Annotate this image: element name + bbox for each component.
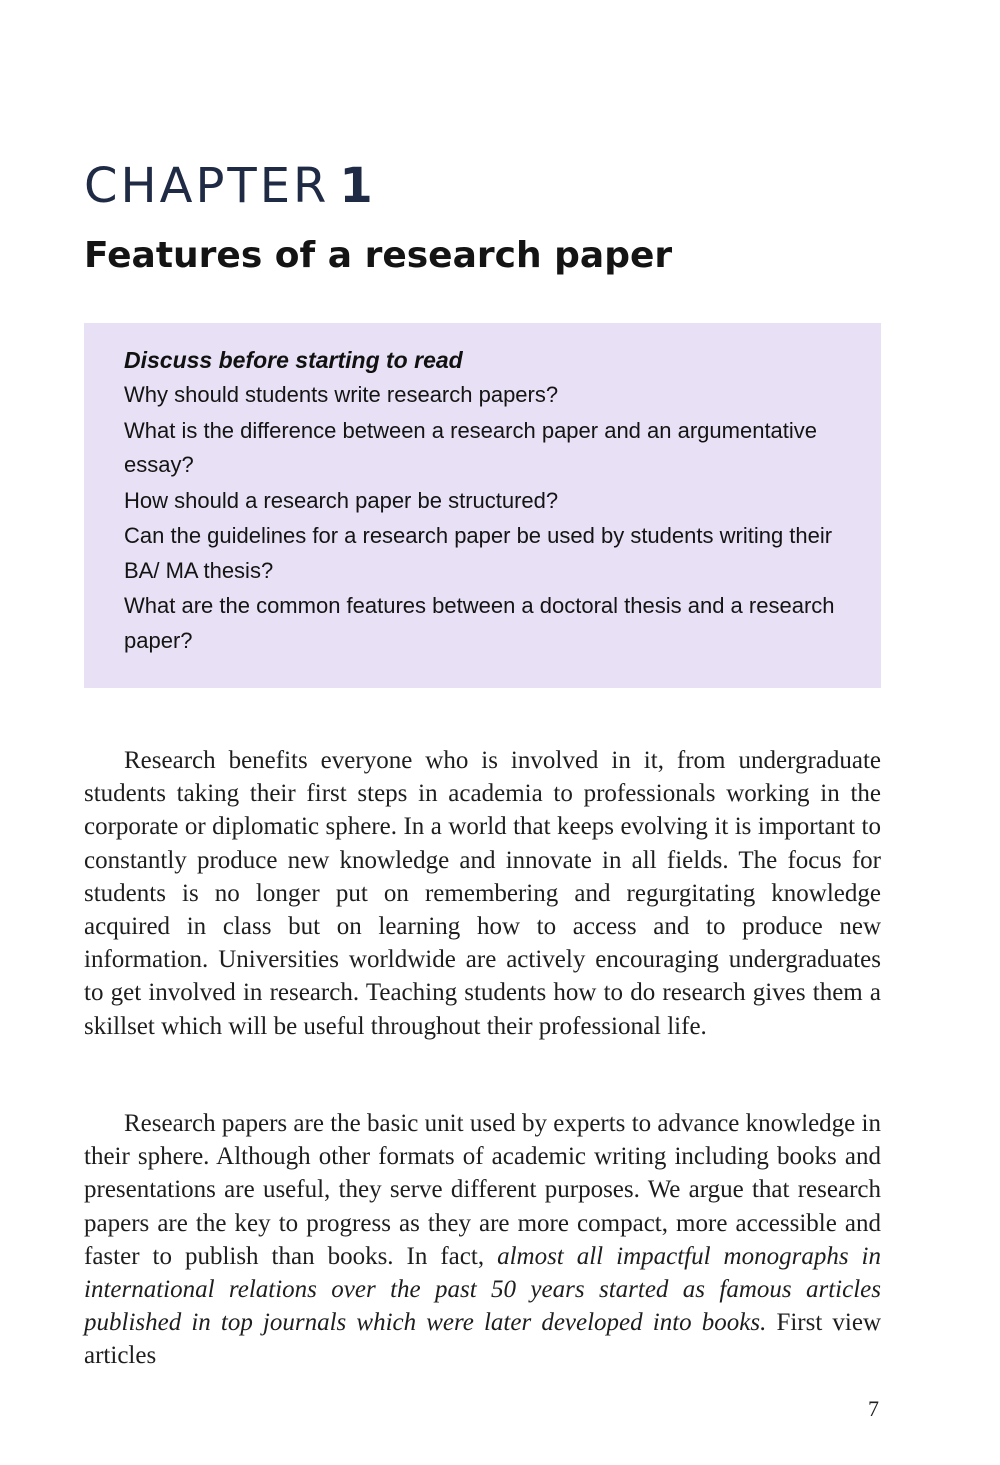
paragraph-2-text-end: First view articles [84,1309,882,1370]
chapter-number: 1 [339,158,376,214]
discussion-question: Why should students write research papers? [124,382,559,407]
body-paragraph-1: Research benefits everyone who is involved in it, from undergraduate students taking their first steps in academia to professionals working in the corporate or diplomatic sphere. In a world that keeps evolving it is important to constantly produce new knowledge and innovate in all fields. The focus for students is no longer put on remembering and regurgitating knowledge acquired in class but on learning how to access and to produce new information. Universities worldwide are actively encouraging undergraduates to get involved in research. Teaching students how to do research gives them a skillset which will be useful throughout their professional life. [84,747,881,1040]
discussion-question: Can the guidelines for a research paper be used by students writing their BA/ MA thesis? [124,523,833,583]
chapter-word: CHAPTER [84,158,330,214]
chapter-title: Features of a research paper [84,235,673,276]
discussion-question: What is the difference between a research paper and an argumentative essay? [124,417,818,477]
discussion-heading: Discuss before starting to read [124,347,463,373]
page-number: 7 [868,1396,879,1421]
discussion-question: How should a research paper be structured? [124,487,559,513]
chapter-label [84,158,376,214]
body-paragraph-2 [84,1107,881,1373]
discussion-question: What are the common features between a doctoral thesis and a research paper? [124,593,835,653]
discussion-box [84,323,881,688]
paragraph-2-italic-text: almost all impactful monographs in international relations over the past 50 years started as famous articles published in top journals which were later developed into books. [84,1242,881,1337]
paragraph-2-text-start: Research papers are the basic unit used by experts to advance knowledge in their sphere. Although other formats of academic writing including books and presentations are useful, they serve different purposes. We argue that research papers are the key to progress as they are more compact, more accessible and faster to publish than books. In fact, [84,1110,881,1270]
